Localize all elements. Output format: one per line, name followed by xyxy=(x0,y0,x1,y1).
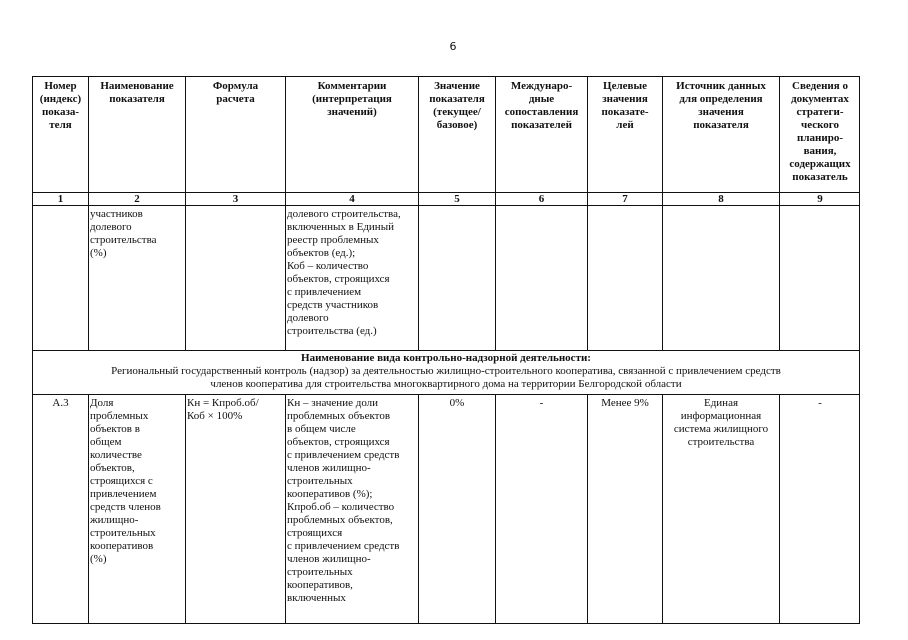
row-comment: Кн – значение доли проблемных объектов в общем числе объектов, строящихся с привлечением средств членов жилищно- строительных кооперативов (%); Кпроб.об – количество проблемных объектов, строящихся с привлечением средств членов жилищно- строительных кооперативов, включенных xyxy=(287,397,400,604)
column-number: 6 xyxy=(538,193,545,205)
col-divider xyxy=(185,394,186,624)
header-documents: Сведения о документах стратеги- ческого планиро- вания, содержащих показатель xyxy=(789,80,851,183)
col-divider xyxy=(587,394,588,624)
header-target: Целевые значения показате- лей xyxy=(601,80,649,131)
col-divider xyxy=(88,394,89,624)
column-number: 1 xyxy=(57,193,64,205)
column-number: 7 xyxy=(622,193,628,205)
row-divider xyxy=(32,205,860,206)
header-index: Номер (индекс) показа- теля xyxy=(39,80,82,131)
col-divider xyxy=(418,394,419,624)
continuation-comment: долевого строительства, включенных в Единый реестр проблемных объектов (ед.); Коб – количество объектов, строящихся с привлечением средств участников долевого строительства (ед.) xyxy=(287,208,401,337)
column-number: 2 xyxy=(134,193,140,205)
section-title: Наименование вида контрольно-надзорной деятельности: xyxy=(301,352,591,364)
row-international: - xyxy=(539,397,544,409)
row-target: Менее 9% xyxy=(601,397,649,409)
row-formula: Кн = Кпроб.об/ Коб × 100% xyxy=(187,397,259,422)
row-index: А.3 xyxy=(52,397,69,409)
row-divider xyxy=(32,350,860,351)
header-comments: Комментарии (интерпретация значений) xyxy=(312,80,392,118)
column-number: 8 xyxy=(718,193,724,205)
column-number: 3 xyxy=(232,193,239,205)
row-source: Единая информационная система жилищного строительства xyxy=(673,397,769,448)
section-header: Наименование вида контрольно-надзорной деятельности: Региональный государственный контроль (надзор) за деятельностью жилищно-строительного кооператива, связанной с привлечением средств членов кооператива для строительства многоквартирного дома на территории Белгородской области xyxy=(33,352,859,391)
continuation-name: участников долевого строительства (%) xyxy=(90,208,157,259)
header-formula: Формула расчета xyxy=(212,80,259,105)
header-source: Источник данных для определения значения показателя xyxy=(676,80,766,131)
header-name: Наименование показателя xyxy=(100,80,174,105)
col-divider xyxy=(285,394,286,624)
row-name: Доля проблемных объектов в общем количестве объектов, строящихся с привлечением средств членов жилищно- строительных кооперативов (%) xyxy=(90,397,161,565)
column-number: 5 xyxy=(454,193,460,205)
col-divider xyxy=(185,76,186,350)
row-value: 0% xyxy=(449,397,465,409)
row-divider xyxy=(32,394,860,395)
col-divider xyxy=(779,394,780,624)
header-international: Междунаро- дные сопоставления показателей xyxy=(504,80,579,131)
header-value: Значение показателя (текущее/ базовое) xyxy=(429,80,485,131)
column-number: 4 xyxy=(349,193,355,205)
row-documents: - xyxy=(818,397,822,409)
col-divider xyxy=(88,76,89,350)
col-divider xyxy=(495,394,496,624)
page-number: 6 xyxy=(449,40,457,53)
column-number: 9 xyxy=(817,193,823,205)
